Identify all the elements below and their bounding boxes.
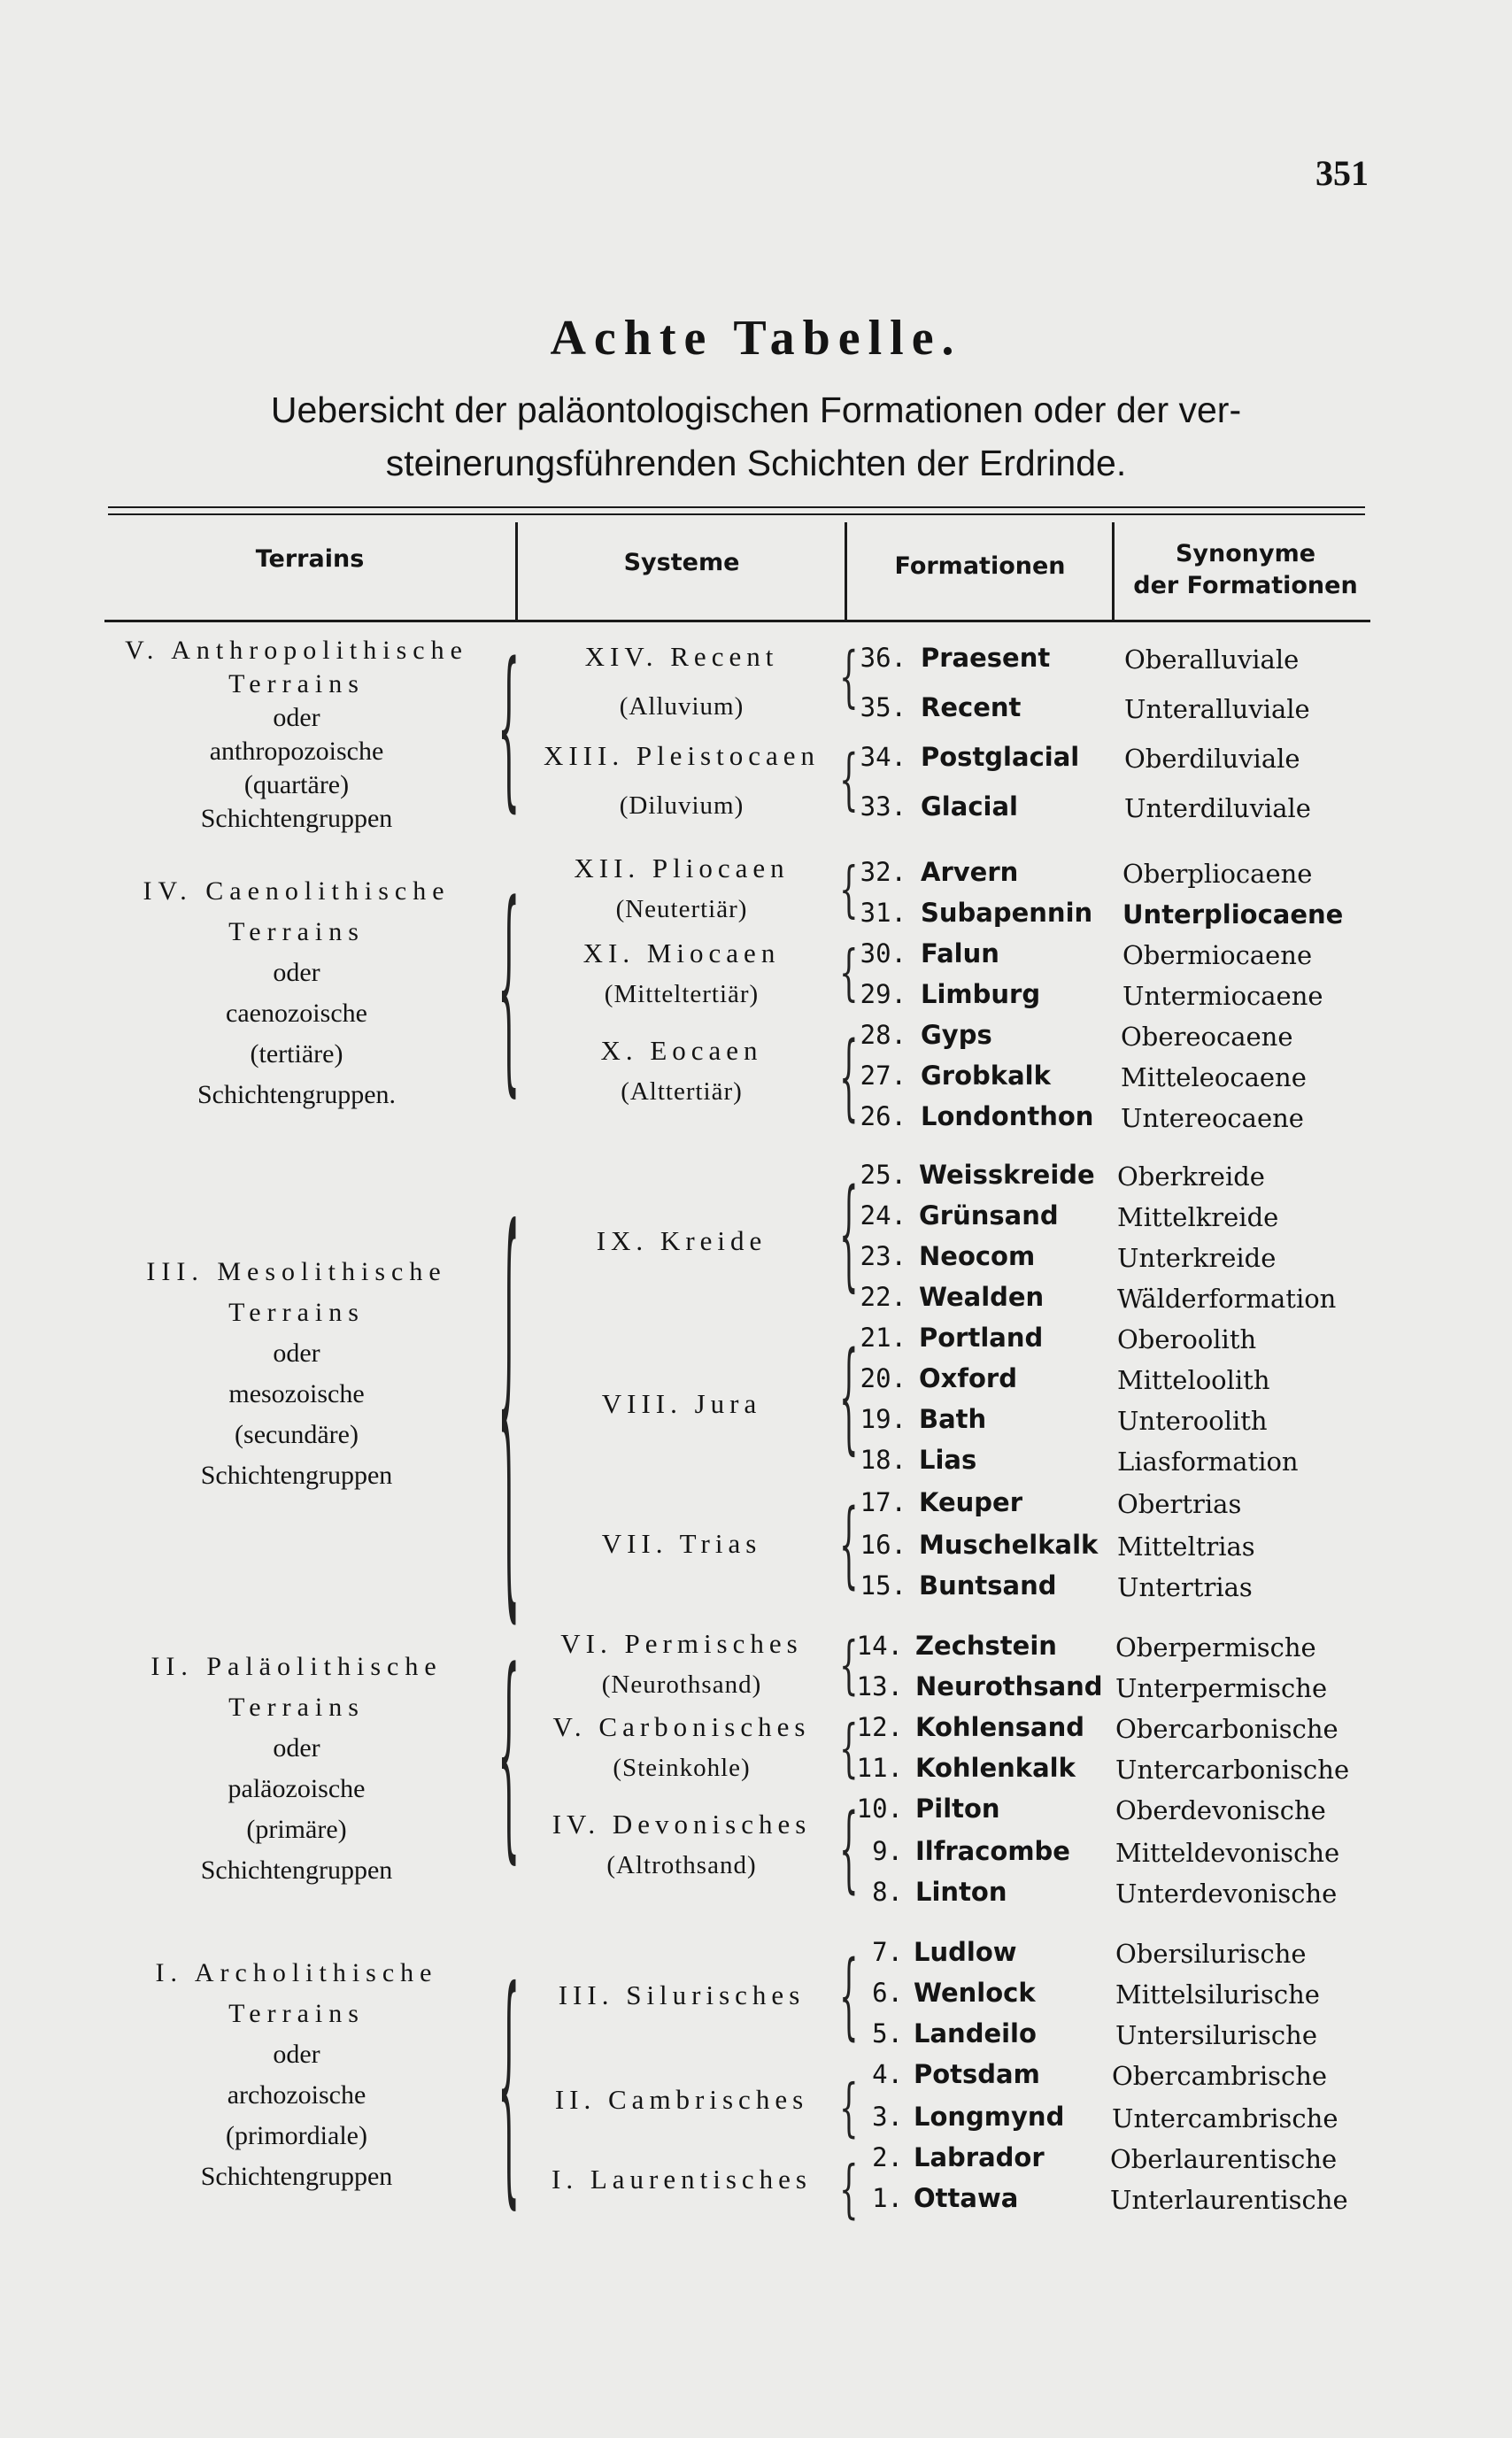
terrain-conjunction: oder xyxy=(273,2040,320,2069)
header-top-rule-2 xyxy=(108,513,1365,515)
terrain-brace-iv: { xyxy=(498,862,521,1119)
formation-number: 23. xyxy=(860,1241,906,1271)
formation-name: Buntsand xyxy=(919,1570,1057,1601)
formation-name: Arvern xyxy=(921,857,1019,887)
terrain-brace-ii: { xyxy=(498,1629,521,1886)
formation-number: 13. xyxy=(856,1671,903,1701)
formation-synonym: Liasformation xyxy=(1117,1447,1299,1477)
terrain-title: V. Anthropolithische xyxy=(125,636,468,665)
formation-synonym: Unterdiluviale xyxy=(1124,793,1311,823)
system-brace-xi: { xyxy=(839,938,859,1009)
system-vi xyxy=(522,1624,841,1705)
terrain-zoic-name: anthropozoische xyxy=(209,737,384,766)
formation-name: Falun xyxy=(921,938,999,968)
terrain-label: Terrains xyxy=(228,1693,365,1722)
system-name: III. Silurisches xyxy=(558,1979,806,2010)
formation-name: Longmynd xyxy=(914,2102,1065,2132)
system-subtitle: (Alluvium) xyxy=(619,692,744,721)
header-top-rule-1 xyxy=(108,506,1365,508)
system-name: V. Carbonisches xyxy=(552,1711,811,1742)
terrain-title: IV. Caenolithische xyxy=(143,876,451,906)
formation-name: Recent xyxy=(921,692,1022,722)
formation-number: 35. xyxy=(860,692,906,722)
terrain-label: Terrains xyxy=(228,669,365,698)
formation-name: Grünsand xyxy=(919,1200,1059,1231)
system-name: IX. Kreide xyxy=(596,1225,768,1256)
formation-synonym: Oberdiluviale xyxy=(1124,744,1300,774)
terrain-ii xyxy=(89,1647,505,1891)
terrain-title: I. Archolithische xyxy=(155,1958,438,1987)
formation-name: Ottawa xyxy=(914,2183,1019,2213)
terrain-conjunction: oder xyxy=(273,1339,320,1368)
system-brace-xii: { xyxy=(839,855,859,926)
formation-number: 17. xyxy=(860,1487,906,1517)
formation-name: Pilton xyxy=(915,1794,1000,1824)
header-synonyme-line2: der Formationen xyxy=(1133,572,1358,599)
formation-name: Linton xyxy=(915,1877,1007,1907)
formation-name: Keuper xyxy=(919,1487,1023,1517)
formation-number: 7. xyxy=(872,1937,903,1967)
system-name: VI. Permisches xyxy=(560,1628,803,1659)
formation-name: Weisskreide xyxy=(919,1160,1095,1190)
system-ii xyxy=(522,2075,841,2125)
terrain-zoic-name: paläozoische xyxy=(228,1774,366,1803)
formation-synonym: Wälderformation xyxy=(1117,1284,1337,1314)
formation-number: 26. xyxy=(860,1101,906,1131)
header-formationen: Formationen xyxy=(894,552,1066,580)
formation-name: Glacial xyxy=(921,791,1018,822)
table-title: Achte Tabelle. xyxy=(550,311,962,366)
terrain-title: II. Paläolithische xyxy=(150,1652,443,1681)
formation-number: 33. xyxy=(860,791,906,822)
formation-name: Oxford xyxy=(919,1363,1017,1393)
formation-synonym: Oberoolith xyxy=(1117,1324,1257,1354)
formation-number: 19. xyxy=(860,1404,906,1434)
terrain-conjunction: oder xyxy=(273,1733,320,1763)
terrain-conjunction: oder xyxy=(273,703,320,732)
formation-number: 28. xyxy=(860,1020,906,1050)
formation-synonym: Untertrias xyxy=(1117,1572,1253,1602)
formation-number: 8. xyxy=(872,1877,903,1907)
system-subtitle: (Neutertiär) xyxy=(615,895,748,923)
formation-name: Lias xyxy=(919,1445,977,1475)
formation-number: 3. xyxy=(872,2102,903,2132)
formation-synonym: Mittelsilurische xyxy=(1115,1979,1320,2010)
formation-synonym: Obermiocaene xyxy=(1122,940,1313,970)
formation-synonym: Untercambrische xyxy=(1112,2103,1338,2133)
formation-synonym: Mitteldevonische xyxy=(1115,1838,1340,1868)
system-brace-vi: { xyxy=(839,1629,859,1703)
system-name: XII. Pliocaen xyxy=(574,853,790,883)
formation-synonym: Unterpermische xyxy=(1115,1673,1328,1703)
formation-name: Portland xyxy=(919,1323,1044,1353)
system-vii xyxy=(522,1519,841,1569)
formation-number: 16. xyxy=(860,1530,906,1560)
formation-name: Postglacial xyxy=(921,742,1080,772)
formation-number: 14. xyxy=(856,1631,903,1661)
terrain-groups: Schichtengruppen. xyxy=(197,1080,397,1109)
system-brace-viii: { xyxy=(839,1328,859,1470)
system-i xyxy=(522,2155,841,2204)
formation-synonym: Oberkreide xyxy=(1117,1161,1265,1192)
formation-number: 4. xyxy=(872,2059,903,2089)
formation-synonym: Untermiocaene xyxy=(1122,981,1323,1011)
system-name: XIII. Pleistocaen xyxy=(543,740,821,771)
header-separator-1 xyxy=(515,522,518,620)
formation-name: Potsdam xyxy=(914,2059,1040,2089)
page-number: 351 xyxy=(1315,153,1369,193)
system-name: X. Eocaen xyxy=(600,1035,763,1066)
formation-name: Kohlenkalk xyxy=(915,1753,1076,1783)
formation-synonym: Untersilurische xyxy=(1115,2020,1318,2050)
terrain-brace-iii: { xyxy=(498,1154,521,1663)
formation-name: Bath xyxy=(919,1404,987,1434)
formation-number: 30. xyxy=(860,938,906,968)
formation-name: Neocom xyxy=(919,1241,1036,1271)
terrain-period: (tertiäre) xyxy=(250,1039,343,1069)
formation-synonym: Unterpliocaene xyxy=(1122,899,1344,930)
formation-name: Gyps xyxy=(921,1020,992,1050)
system-brace-xiii: { xyxy=(839,742,859,820)
table-subtitle-line1: Uebersicht der paläontologischen Formationen oder der ver- xyxy=(270,390,1242,430)
system-name: XIV. Recent xyxy=(584,641,779,672)
formation-name: Ilfracombe xyxy=(915,1836,1070,1866)
system-xiv xyxy=(522,632,841,731)
formation-number: 18. xyxy=(860,1445,906,1475)
terrain-label: Terrains xyxy=(228,1298,365,1327)
terrain-groups: Schichtengruppen xyxy=(200,1461,393,1490)
terrain-zoic-name: caenozoische xyxy=(226,999,367,1028)
formation-name: Labrador xyxy=(914,2142,1045,2172)
formation-number: 15. xyxy=(860,1570,906,1601)
formation-name: Wealden xyxy=(919,1282,1045,1312)
formation-number: 1. xyxy=(872,2183,903,2213)
terrain-brace-i: { xyxy=(498,1944,521,2234)
formation-number: 34. xyxy=(860,742,906,772)
formation-synonym: Unterkreide xyxy=(1117,1243,1277,1273)
system-subtitle: (Steinkohle) xyxy=(613,1754,751,1782)
system-brace-iii: { xyxy=(839,1942,859,2052)
system-brace-i: { xyxy=(839,2153,859,2227)
formation-synonym: Mittelkreide xyxy=(1117,1202,1279,1232)
formation-number: 21. xyxy=(860,1323,906,1353)
formation-synonym: Oberpermische xyxy=(1115,1632,1316,1663)
formation-name: Limburg xyxy=(921,979,1041,1009)
system-viii xyxy=(522,1379,841,1429)
terrain-v xyxy=(89,634,505,836)
header-separator-2 xyxy=(845,522,847,620)
system-brace-vii: { xyxy=(839,1491,859,1601)
terrain-groups: Schichtengruppen xyxy=(200,2162,393,2191)
formation-name: Praesent xyxy=(921,643,1051,673)
header-systeme: Systeme xyxy=(623,549,740,576)
formation-synonym: Unterdevonische xyxy=(1115,1879,1338,1909)
system-brace-v: { xyxy=(839,1712,859,1786)
terrain-i xyxy=(89,1953,505,2197)
formation-name: Landeilo xyxy=(914,2018,1037,2048)
formation-synonym: Untereocaene xyxy=(1121,1103,1304,1133)
system-iv xyxy=(522,1804,841,1886)
system-subtitle: (Altrothsand) xyxy=(606,1851,757,1879)
formation-name: Londonthon xyxy=(921,1101,1094,1131)
formation-synonym: Mitteltrias xyxy=(1117,1531,1255,1562)
header-bottom-rule xyxy=(104,620,1370,622)
system-x xyxy=(522,1030,841,1112)
table-subtitle-line2: steinerungsführenden Schichten der Erdrinde. xyxy=(385,443,1127,483)
formation-synonym: Obercarbonische xyxy=(1115,1714,1338,1744)
formation-number: 11. xyxy=(856,1753,903,1783)
system-brace-x: { xyxy=(839,1023,859,1133)
terrain-iii xyxy=(89,1252,505,1496)
terrain-label: Terrains xyxy=(228,1999,365,2028)
system-ix xyxy=(522,1216,841,1266)
formation-synonym: Mitteleocaene xyxy=(1121,1062,1307,1092)
formation-number: 29. xyxy=(860,979,906,1009)
formation-synonym: Obereocaene xyxy=(1121,1022,1293,1052)
formation-number: 2. xyxy=(872,2142,903,2172)
terrain-zoic-name: mesozoische xyxy=(228,1379,365,1408)
formation-number: 6. xyxy=(872,1978,903,2008)
header-terrains: Terrains xyxy=(255,545,365,573)
system-name: II. Cambrisches xyxy=(554,2084,809,2115)
formation-name: Kohlensand xyxy=(915,1712,1085,1742)
formation-synonym: Oberdevonische xyxy=(1115,1795,1326,1825)
formation-name: Muschelkalk xyxy=(919,1530,1099,1560)
terrain-label: Terrains xyxy=(228,917,365,946)
terrain-conjunction: oder xyxy=(273,958,320,987)
system-name: IV. Devonisches xyxy=(552,1809,812,1840)
system-name: VIII. Jura xyxy=(601,1388,762,1419)
formation-name: Ludlow xyxy=(914,1937,1017,1967)
header-synonyme-line1: Synonyme xyxy=(1175,540,1316,567)
formation-name: Wenlock xyxy=(914,1978,1036,2008)
system-name: VII. Trias xyxy=(601,1528,762,1559)
formation-synonym: Mitteloolith xyxy=(1117,1365,1270,1395)
formation-number: 36. xyxy=(860,643,906,673)
formation-number: 27. xyxy=(860,1061,906,1091)
terrain-groups: Schichtengruppen xyxy=(200,804,393,833)
formation-synonym: Untercarbonische xyxy=(1115,1755,1350,1785)
formation-synonym: Oberlaurentische xyxy=(1110,2144,1338,2174)
system-iii xyxy=(522,1971,841,2020)
formation-number: 5. xyxy=(872,2018,903,2048)
terrain-period: (secundäre) xyxy=(235,1420,359,1449)
formation-name: Subapennin xyxy=(921,898,1093,928)
terrain-iv xyxy=(89,871,505,1115)
formation-number: 9. xyxy=(872,1836,903,1866)
formation-name: Zechstein xyxy=(915,1631,1057,1661)
system-brace-iv: { xyxy=(839,1795,859,1905)
formation-number: 22. xyxy=(860,1282,906,1312)
formation-synonym: Unteroolith xyxy=(1117,1406,1268,1436)
formation-synonym: Obercambrische xyxy=(1112,2061,1328,2091)
system-xiii xyxy=(522,731,841,830)
terrain-period: (primäre) xyxy=(246,1815,347,1844)
formation-synonym: Oberpliocaene xyxy=(1122,859,1313,889)
formation-synonym: Oberalluviale xyxy=(1124,644,1300,675)
system-brace-xiv: { xyxy=(839,639,859,717)
formation-synonym: Unterlaurentische xyxy=(1110,2185,1348,2215)
header-separator-3 xyxy=(1112,522,1115,620)
formation-number: 24. xyxy=(860,1200,906,1231)
terrain-period: (primordiale) xyxy=(226,2121,367,2150)
system-subtitle: (Mitteltertiär) xyxy=(604,980,760,1008)
system-name: I. Laurentisches xyxy=(552,2164,812,2195)
formation-synonym: Obertrias xyxy=(1117,1489,1242,1519)
terrain-zoic-name: archozoische xyxy=(227,2080,366,2110)
system-subtitle: (Diluvium) xyxy=(619,791,744,820)
formation-number: 12. xyxy=(856,1712,903,1742)
formation-name: Neurothsand xyxy=(915,1671,1103,1701)
system-subtitle: (Alttertiär) xyxy=(621,1077,743,1106)
formation-number: 32. xyxy=(860,857,906,887)
system-brace-ix: { xyxy=(839,1165,859,1307)
formation-number: 31. xyxy=(860,898,906,928)
terrain-period: (quartäre) xyxy=(243,770,350,799)
formation-number: 25. xyxy=(860,1160,906,1190)
terrain-groups: Schichtengruppen xyxy=(200,1856,393,1885)
formation-name: Grobkalk xyxy=(921,1061,1051,1091)
formation-number: 20. xyxy=(860,1363,906,1393)
system-name: XI. Miocaen xyxy=(582,937,781,968)
formation-synonym: Obersilurische xyxy=(1115,1939,1307,1969)
system-v xyxy=(522,1707,841,1788)
system-brace-ii: { xyxy=(839,2072,859,2146)
terrain-title: III. Mesolithische xyxy=(146,1257,447,1286)
system-xii xyxy=(522,848,841,930)
formation-synonym: Unteralluviale xyxy=(1124,694,1310,724)
formation-number: 10. xyxy=(856,1794,903,1824)
system-xi xyxy=(522,933,841,1015)
terrain-brace-v: { xyxy=(498,630,521,830)
system-subtitle: (Neurothsand) xyxy=(601,1670,762,1699)
